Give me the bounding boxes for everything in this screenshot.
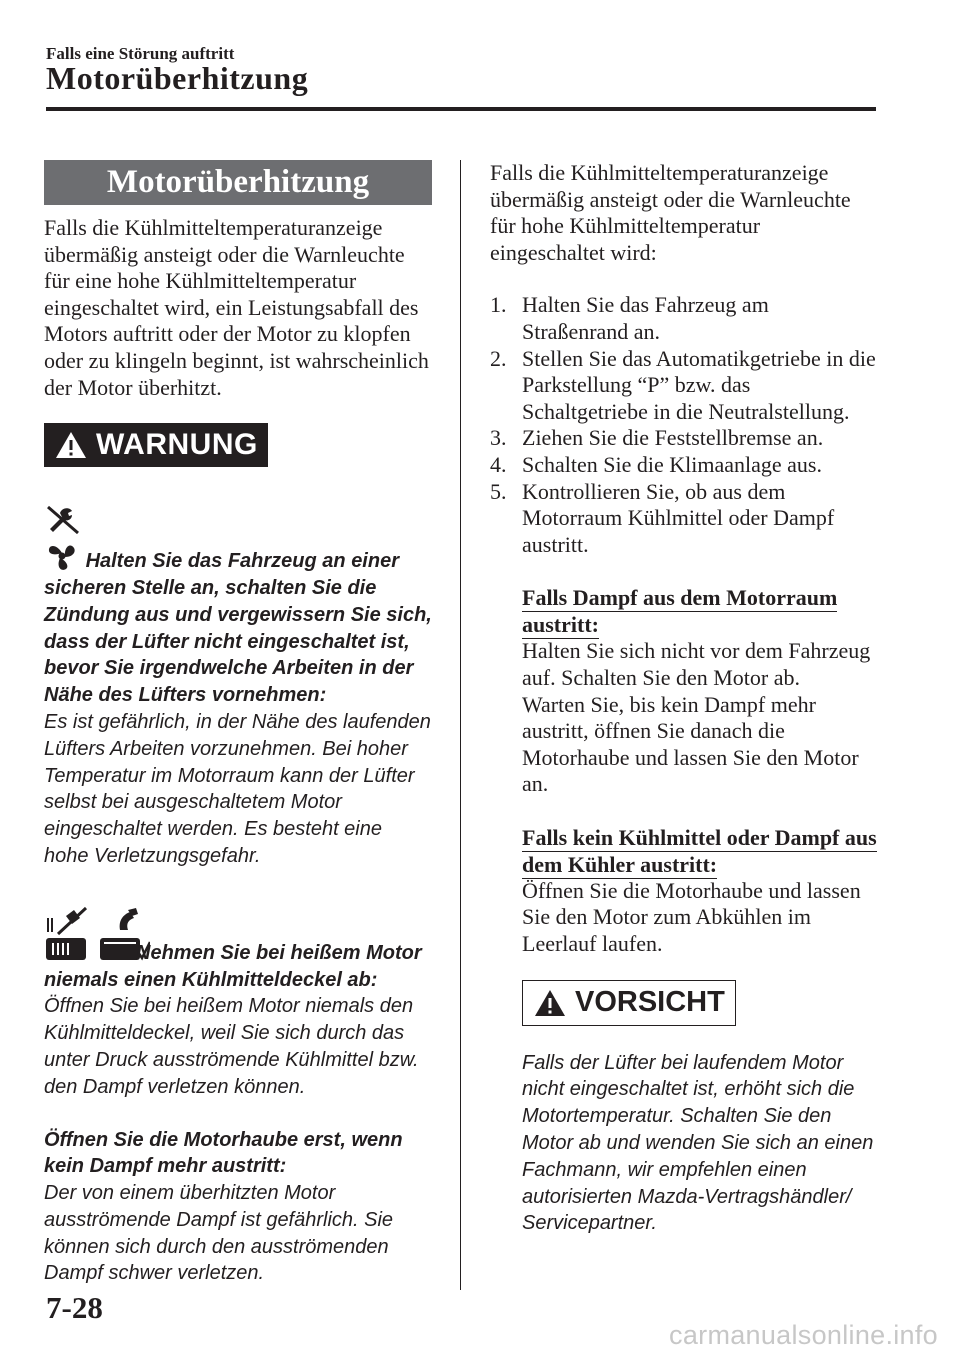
step-text: Kontrollieren Sie, ob aus dem Motorraum Kühlmittel oder Dampf austritt. — [522, 478, 835, 557]
step-number: 3. — [490, 425, 507, 451]
steam-subheading-text: Falls Dampf aus dem Motorraum austritt: — [522, 585, 838, 638]
step-number: 1. — [490, 292, 507, 318]
title-rule — [46, 107, 876, 111]
right-column — [490, 160, 880, 1237]
fan-icon — [44, 541, 80, 571]
caution-triangle-icon — [533, 988, 567, 1018]
step-number: 4. — [490, 451, 507, 477]
warning-body-cap — [44, 993, 432, 1100]
no-tool-icon — [44, 503, 82, 537]
warning-word: WARNUNG — [96, 428, 258, 462]
warning-block-hood — [44, 1127, 432, 1288]
warning-block-cap — [44, 906, 432, 1101]
steps-list — [490, 292, 880, 558]
warning-heading-fan: Halten Sie das Fahrzeug an einer sicheren Stelle an, schalten Sie die Zündung aus und vergewissern Sie sich, dass der Lüfter nicht eingeschaltet ist, bevor Sie irgendwelche Arbeiten in der Nähe des Lüfters vornehmen: — [44, 550, 432, 707]
no-open-cap-icon — [44, 906, 90, 962]
steam-text-2: Warten Sie, bis kein Dampf mehr austritt, öffnen Sie danach die Motorhaube und lassen Sie den Motor an. — [522, 691, 859, 797]
column-divider — [460, 160, 461, 1290]
no-steam-subheading-text: Falls kein Kühlmittel oder Dampf aus dem Kühler austritt: — [522, 824, 877, 877]
list-item — [490, 425, 880, 452]
right-intro: Falls die Kühlmitteltemperaturanzeige übermäßig ansteigt oder die Warnleuchte für hohe Kühlmitteltemperatur eingeschaltet wird: — [490, 160, 851, 265]
list-item — [490, 346, 880, 426]
steam-subheading — [522, 584, 880, 638]
steam-text-1: Halten Sie sich nicht vor dem Fahrzeug auf. Schalten Sie den Motor ab. — [522, 638, 871, 690]
warning-body-hood: Der von einem überhitzten Motor ausströmende Dampf ist gefährlich. Sie können sich durch den ausströmenden Dampf schwer verletzen. — [44, 1182, 394, 1285]
list-item — [490, 292, 880, 345]
no-steam-subheading — [522, 824, 880, 878]
section-banner: Motorüberhitzung — [44, 160, 432, 205]
warning-label — [44, 423, 268, 467]
caution-text — [522, 1050, 880, 1238]
intro-paragraph: Falls die Kühlmitteltemperaturanzeige übermäßig ansteigt oder die Warnleuchte für eine hohe Kühlmitteltemperatur eingeschaltet wird, ein Leistungsabfall des Motors auftritt oder der Motor zu klopfen oder zu klingeln beginnt, ist wahrscheinlich der Motor überhitzt. — [44, 215, 429, 400]
warning-text-fan — [44, 541, 432, 870]
warning-body-fan: Es ist gefährlich, in der Nähe des laufenden Lüfters Arbeiten vorzunehmen. Bei hoher Temperatur im Motorraum kann der Lüfter selbst bei ausgeschaltetem Motor eingeschaltet werden. Es besteht eine hohe Verletzungsgefahr. — [44, 710, 431, 867]
list-item — [490, 452, 880, 479]
warning-heading-hood: Öffnen Sie die Motorhaube erst, wenn kein Dampf mehr austritt: — [44, 1128, 403, 1178]
step-number: 2. — [490, 345, 507, 371]
watermark: carmanualsonline.info — [669, 1320, 938, 1350]
chapter-heading: Falls eine Störung auftritt — [46, 44, 235, 63]
step-text: Ziehen Sie die Feststellbremse an. — [522, 425, 824, 451]
step-number: 5. — [490, 478, 507, 504]
warning-body-cap-text: Öffnen Sie bei heißem Motor niemals den Kühlmitteldeckel, weil Sie sich durch das unter Druck ausströmende Kühlmittel bzw. den Dampf verletzen können. — [44, 995, 419, 1098]
warning-heading-cap-text: Nehmen Sie bei heißem Motor niemals einen Kühlmitteldeckel ab: — [44, 941, 422, 991]
list-item — [490, 479, 880, 559]
no-steam-text: Öffnen Sie die Motorhaube und lassen Sie den Motor zum Abkühlen im Leerlauf laufen. — [522, 877, 861, 957]
page-title: Motorüberhitzung — [46, 60, 309, 96]
caution-label — [522, 980, 736, 1026]
warning-triangle-icon — [54, 430, 88, 460]
left-column — [44, 160, 432, 1287]
caution-word: VORSICHT — [575, 986, 725, 1019]
page-number: 7-28 — [46, 1290, 103, 1325]
caution-body: Falls der Lüfter bei laufendem Motor nicht eingeschaltet ist, erhöht sich die Motortemperatur. Schalten Sie den Motor ab und wenden Sie sich an einen Fachmann, wir empfehlen einen autorisierten Mazda-Vertragshändler/ Servicepartner. — [522, 1051, 874, 1235]
warning-block-fan — [44, 503, 432, 870]
step-text: Halten Sie das Fahrzeug am Straßenrand an. — [522, 292, 769, 344]
step-text: Stellen Sie das Automatikgetriebe in die Parkstellung “P” bzw. das Schaltgetriebe in die Neutralstellung. — [522, 345, 876, 424]
step-text: Schalten Sie die Klimaanlage aus. — [522, 451, 822, 477]
